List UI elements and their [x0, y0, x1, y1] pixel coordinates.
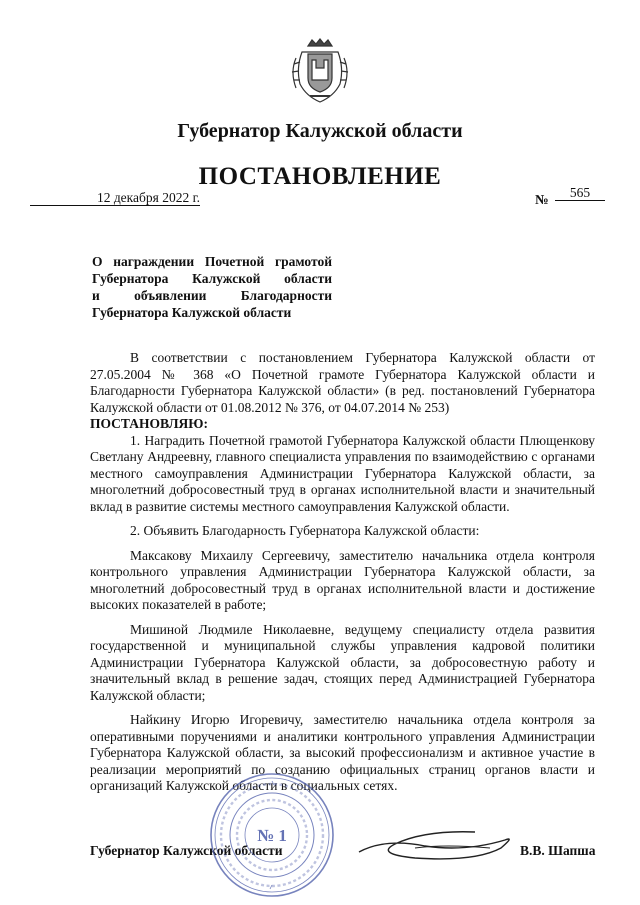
official-seal: [208, 771, 336, 899]
awardee-paragraph: Найкину Игорю Игоревичу, заместителю начальника отдела контроля за оперативными поручениями и аналитики контрольного управления Администрации Губернатора Калужской области, за высокий профессионализм и активное участие в реализации мероприятий по созданию официальных страниц органов власти и организаций Калужской области в социальных сетях.: [90, 712, 595, 793]
seal-number: № 1: [257, 826, 287, 845]
subject-block: [92, 253, 332, 321]
item-1-paragraph: 1. Наградить Почетной грамотой Губернатора Калужской области Плющенкову Светлану Андреевну, главного специалиста управления по взаимодействию с органами местного самоуправления Администрации Губернатора Калужской области, за многолетний добросовестный труд в органах исполнительной власти и значительный вклад в развитие системы местного самоуправления Калужской области.: [90, 432, 595, 514]
subject-line: и объявлении Благодарности: [92, 288, 332, 303]
document-date: 12 декабря 2022 г.: [30, 191, 200, 206]
awardee-paragraph: Максакову Михаилу Сергеевичу, заместителю начальника отдела контроля контрольного управления Администрации Губернатора Калужской области, за многолетний добросовестный труд в органах исполнительной власти и достижение высоких показателей в работе;: [90, 547, 595, 612]
signatory-position: Губернатор Калужской области: [90, 843, 283, 858]
awardee-paragraph: Мишиной Людмиле Николаевне, ведущему специалисту отдела развития государственной и муниципальной службы управления кадровой политики Администрации Губернатора Калужской области, за добросовестную работу и значительный вклад в решение задач, стоящих перед Администрацией Губернатора Калужской области;: [90, 621, 595, 703]
subject-line: Губернатора Калужской области: [92, 271, 332, 286]
coat-of-arms-emblem: [288, 38, 352, 104]
handwritten-signature: [355, 818, 520, 866]
issuer-title: Губернатор Калужской области: [177, 120, 463, 142]
subject-line: О награждении Почетной грамотой: [92, 254, 332, 269]
item-2-paragraph: 2. Объявить Благодарность Губернатора Калужской области:: [130, 523, 480, 538]
preamble-paragraph: В соответствии с постановлением Губернатора Калужской области от 27.05.2004 № 368 «О Почетной грамоте Губернатора Калужской области и Благодарности Губернатора Калужской области» (в ред. постановлений Губернатора Калужской области от 01.08.2012 № 376, от 04.07.2014 № 253): [90, 350, 595, 415]
subject-line: Губернатора Калужской области: [92, 305, 292, 320]
number-label: №: [535, 192, 549, 207]
document-number: 565: [555, 186, 605, 201]
document-body: [90, 350, 595, 795]
signatory-name: В.В. Шапша: [520, 843, 596, 858]
document-type: ПОСТАНОВЛЕНИЕ: [198, 163, 442, 190]
decree-heading: ПОСТАНОВЛЯЮ:: [90, 416, 208, 431]
